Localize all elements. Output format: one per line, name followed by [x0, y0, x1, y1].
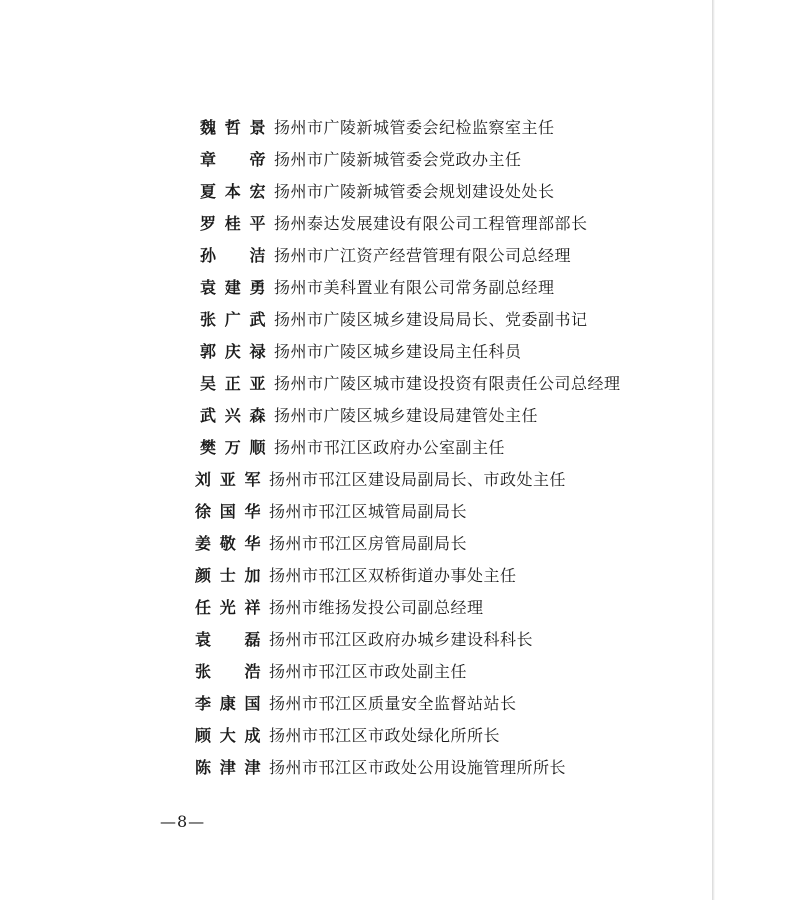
- person-title: 扬州市广陵新城管委会纪检监察室主任: [274, 118, 555, 137]
- list-item: [195, 560, 621, 592]
- person-title: 扬州市广陵区城乡建设局局长、党委副书记: [274, 310, 588, 329]
- person-name: 樊万顺: [200, 438, 266, 457]
- person-name: 刘亚军: [195, 470, 261, 489]
- list-item: [195, 496, 621, 528]
- list-item: [200, 304, 621, 336]
- person-name: 陈津津: [195, 758, 261, 777]
- list-item: [195, 464, 621, 496]
- person-title: 扬州市邗江区建设局副局长、市政处主任: [269, 470, 567, 489]
- person-name: 章 帝: [200, 150, 266, 169]
- person-name: 顾大成: [195, 726, 261, 745]
- person-name: 李康国: [195, 694, 261, 713]
- list-item: [200, 144, 621, 176]
- list-item: [195, 688, 621, 720]
- list-item: [195, 528, 621, 560]
- person-title: 扬州市广陵区城乡建设局建管处主任: [274, 406, 539, 425]
- person-title: 扬州市邗江区政府办城乡建设科科长: [269, 630, 534, 649]
- person-name: 罗桂平: [200, 214, 266, 233]
- list-item: [200, 400, 621, 432]
- person-title: 扬州市广陵区城乡建设局主任科员: [274, 342, 522, 361]
- person-name: 孙 洁: [200, 246, 266, 265]
- list-item: [195, 624, 621, 656]
- person-title: 扬州市邗江区双桥街道办事处主任: [269, 566, 517, 585]
- person-title: 扬州市广江资产经营管理有限公司总经理: [274, 246, 572, 265]
- person-title: 扬州市邗江区房管局副局长: [269, 534, 468, 553]
- list-item: [200, 432, 621, 464]
- list-item: [200, 208, 621, 240]
- person-title: 扬州泰达发展建设有限公司工程管理部部长: [274, 214, 588, 233]
- person-name: 魏哲景: [200, 118, 266, 137]
- page-number: —8—: [160, 812, 206, 831]
- personnel-list: [195, 112, 621, 784]
- list-item: [200, 272, 621, 304]
- person-title: 扬州市美科置业有限公司常务副总经理: [274, 278, 555, 297]
- list-item: [195, 720, 621, 752]
- person-title: 扬州市维扬发投公司副总经理: [269, 598, 484, 617]
- person-title: 扬州市邗江区政府办公室副主任: [274, 438, 506, 457]
- person-name: 袁建勇: [200, 278, 266, 297]
- person-name: 徐国华: [195, 502, 261, 521]
- list-item: [200, 112, 621, 144]
- person-title: 扬州市邗江区市政处公用设施管理所所长: [269, 758, 567, 777]
- person-title: 扬州市广陵区城市建设投资有限责任公司总经理: [274, 374, 621, 393]
- person-name: 袁 磊: [195, 630, 261, 649]
- person-name: 颜士加: [195, 566, 261, 585]
- person-name: 武兴森: [200, 406, 266, 425]
- person-name: 张 浩: [195, 662, 261, 681]
- list-item: [200, 240, 621, 272]
- person-title: 扬州市邗江区市政处副主任: [269, 662, 468, 681]
- list-item: [195, 592, 621, 624]
- person-name: 郭庆禄: [200, 342, 266, 361]
- list-item: [200, 336, 621, 368]
- person-name: 夏本宏: [200, 182, 266, 201]
- person-name: 任光祥: [195, 598, 261, 617]
- person-name: 吴正亚: [200, 374, 266, 393]
- person-title: 扬州市广陵新城管委会党政办主任: [274, 150, 522, 169]
- person-name: 张广武: [200, 310, 266, 329]
- scan-edge-line: [712, 0, 715, 900]
- person-title: 扬州市邗江区质量安全监督站站长: [269, 694, 517, 713]
- list-item: [195, 656, 621, 688]
- list-item: [195, 752, 621, 784]
- person-title: 扬州市广陵新城管委会规划建设处处长: [274, 182, 555, 201]
- person-name: 姜敬华: [195, 534, 261, 553]
- person-title: 扬州市邗江区市政处绿化所所长: [269, 726, 501, 745]
- list-item: [200, 176, 621, 208]
- list-item: [200, 368, 621, 400]
- person-title: 扬州市邗江区城管局副局长: [269, 502, 468, 521]
